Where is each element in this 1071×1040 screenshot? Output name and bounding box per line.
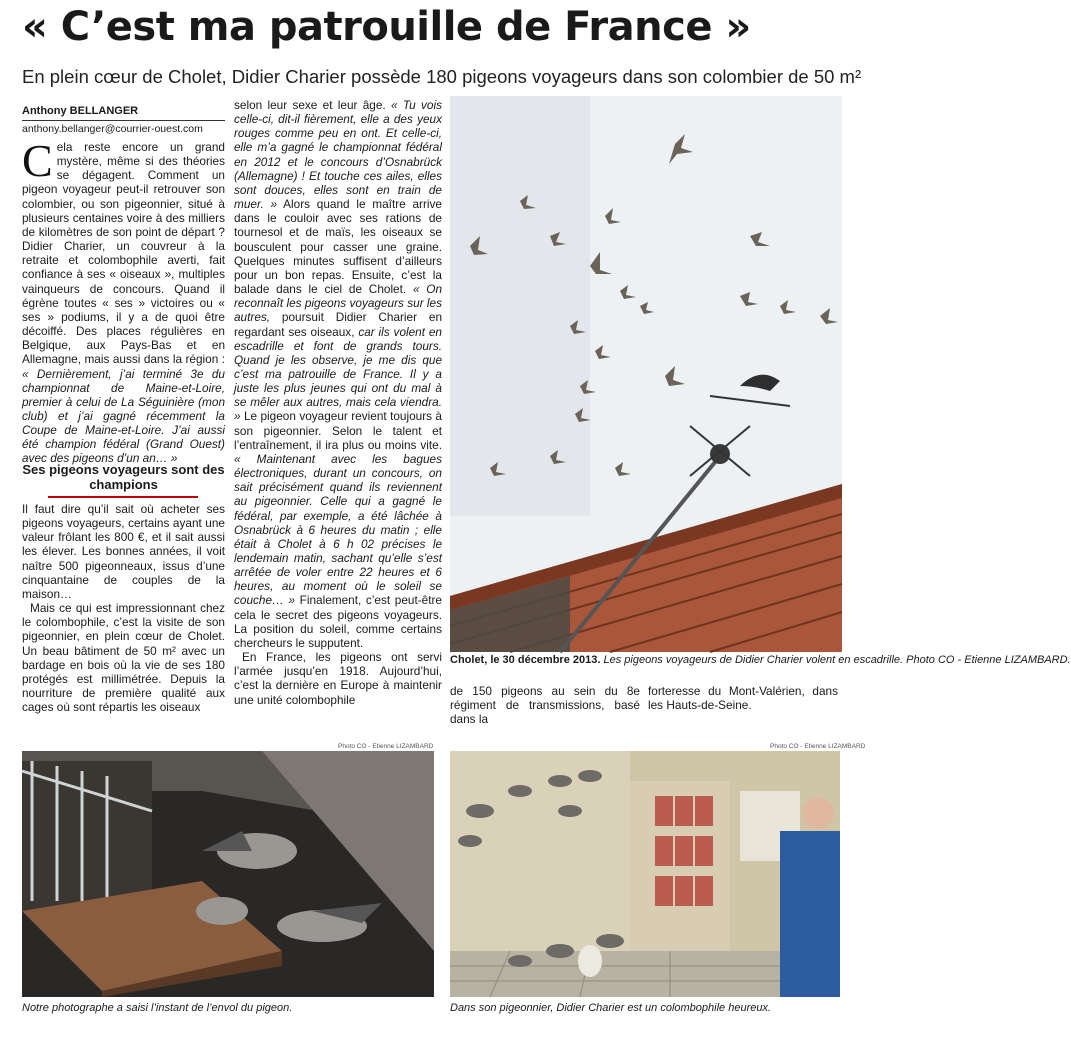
author-name: Anthony BELLANGER (22, 105, 139, 117)
photo-pigeon-takeoff (22, 751, 434, 997)
text-run: Finalement, c’est peut-être cela le secret des pigeons voyageurs. La position du soleil, comme certains chercheurs le supputent. (234, 593, 442, 650)
paragraph-loft: Mais ce qui est impressionnant chez le colombophile, c’est la visite de son pigeonnier, en plein cœur de Cholet. Un beau bâtiment de 50 m² avec un bardage en bois où la vie de ses 180 protégés est millimétrée. Depuis la nourriture de première qualité aux cages où sont répartis les oiseaux (22, 601, 225, 715)
text-run: Alors quand le maître arrive dans le couloir avec ses rations de tournesol et de maïs, les oiseaux se bousculent pour casser une graine. Quelques minutes suffisent d’ailleurs pour un bon repas. Ensuite, c’est la balade dans le ciel de Cholet. (234, 197, 442, 297)
photo-loft-interior (450, 751, 840, 997)
subheading-rule (48, 496, 198, 498)
text-run: poursuit Didier Charier en regardant ses oiseaux, (234, 310, 443, 339)
quote-recognize: « On reconnaît les pigeons voyageurs sur les autres, (234, 282, 443, 325)
quote-eyes: « Tu vois celle-ci, dit-il fièrement, elle a des yeux rouges comme peu en ont. Et celle-ci, elle m’a gagné le championnat fédéral en 2012 et le concours d’Osnabrück (Allemagne) ! Et touche ces ailes, elles sont douces, elles sont en train de muer. » (234, 98, 443, 212)
takeoff-illustration (22, 751, 434, 997)
article-title: « C’est ma patrouille de France » (22, 4, 751, 50)
paragraph-value: Il faut dire qu’il sait où acheter ses pigeons voyageurs, certains ayant une valeur frôlant les 800 €, et il sait aussi les élever. Les bonnes années, il voit naître 500 pigeonneaux, issus d’une cinquantaine de couples de la maison… (22, 502, 225, 601)
quote-championships: « Dernièrement, j’ai terminé 3e du championnat de Maine-et-Loire, premier à celui de La Séguinière (mon club) et j’ai gagné récemment la Coupe de Maine-et-Loire. J’ai aussi été champion fédéral (Grand Ouest) avec des pigeons d’un an… » (22, 366, 225, 466)
byline-divider (22, 120, 225, 121)
quote-rings: « Maintenant avec les bagues électroniques, durant un concours, on sait précisément quand ils reviennent au pigeonnier. Celle qui a gagné le fédéral, par exemple, a été lâchée à Osnabrück à 6 heures du matin ; elle était à Cholet à 6 h 02 précises le lendemain matin, sachant qu’elle s’est arrêtée de voler entre 22 heures et 6 heures, au moment où le soleil se couche… » (234, 451, 442, 608)
drop-cap: C (22, 135, 53, 186)
column-1-top (22, 135, 225, 466)
right-photo-credit: Photo CO - Etienne LIZAMBARD (770, 743, 866, 750)
caption-dateline: Cholet, le 30 décembre 2013. (450, 654, 601, 666)
flying-pigeons-illustration (450, 96, 842, 652)
photo-flying-pigeons (450, 96, 842, 652)
paragraph-army: En France, les pigeons ont servi l’armée jusqu’en 1918. Aujourd’hui, c’est la dernière en Europe à maintenir une unité colombophile (234, 650, 442, 707)
quote-patrouille: car ils volent en escadrille et font de grands tours. Quand je les observe, je me dis que c’est ma patrouille de France. Il y a juste les plus jeunes qui ont du mal à se mêler aux autres, mais cela viendra. » (234, 324, 442, 424)
left-photo-caption: Notre photographe a saisi l’instant de l’envol du pigeon. (22, 1002, 293, 1014)
article-subtitle: En plein cœur de Cholet, Didier Charier possède 180 pigeons voyageurs dans son colombier de 50 m² (22, 66, 862, 87)
author-email[interactable]: anthony.bellanger@courrier-ouest.com (22, 123, 203, 135)
right-photo-caption: Dans son pigeonnier, Didier Charier est un colombophile heureux. (450, 1002, 772, 1014)
column-2 (234, 98, 442, 707)
left-photo-credit: Photo CO - Etienne LIZAMBARD (338, 743, 434, 750)
main-photo-caption (450, 654, 1071, 667)
paragraph-intro: ela reste encore un grand mystère, même si des théories se dégagent. Comment un pigeon voyageur peut-il retrouver son colombier, ou son pigeonnier, situé à plusieurs centaines voire à des milliers de kilomètres de son point de départ ? Didier Charier, un couvreur à la retraite et colombophile averti, fait confiance à ses « oiseaux », multiples vainqueurs de concours. Quand il égrène toutes « ses » victoires ou « ses » podiums, il y a de quoi être décoiffé. Des places régulières en Belgique, aux Pays-Bas et en Allemagne, mais aussi dans la région : (22, 140, 225, 367)
text-run: selon leur sexe et leur âge. (234, 98, 386, 112)
column-1-bottom (22, 502, 225, 714)
column-3: de 150 pigeons au sein du 8e régiment de transmissions, basé dans la (450, 684, 640, 727)
column-4: forteresse du Mont-Valérien, dans les Hauts-de-Seine. (648, 684, 838, 713)
section-subheading: Ses pigeons voyageurs sont des champions (22, 462, 225, 492)
caption-text: Les pigeons voyageurs de Didier Charier volent en escadrille. Photo CO - Etienne LIZAMBARD. (603, 654, 1071, 666)
loft-illustration (450, 751, 840, 997)
text-run: Le pigeon voyageur revient toujours à son pigeonnier. Selon le talent et l’entraînement, il ira plus ou moins vite. (234, 409, 442, 452)
